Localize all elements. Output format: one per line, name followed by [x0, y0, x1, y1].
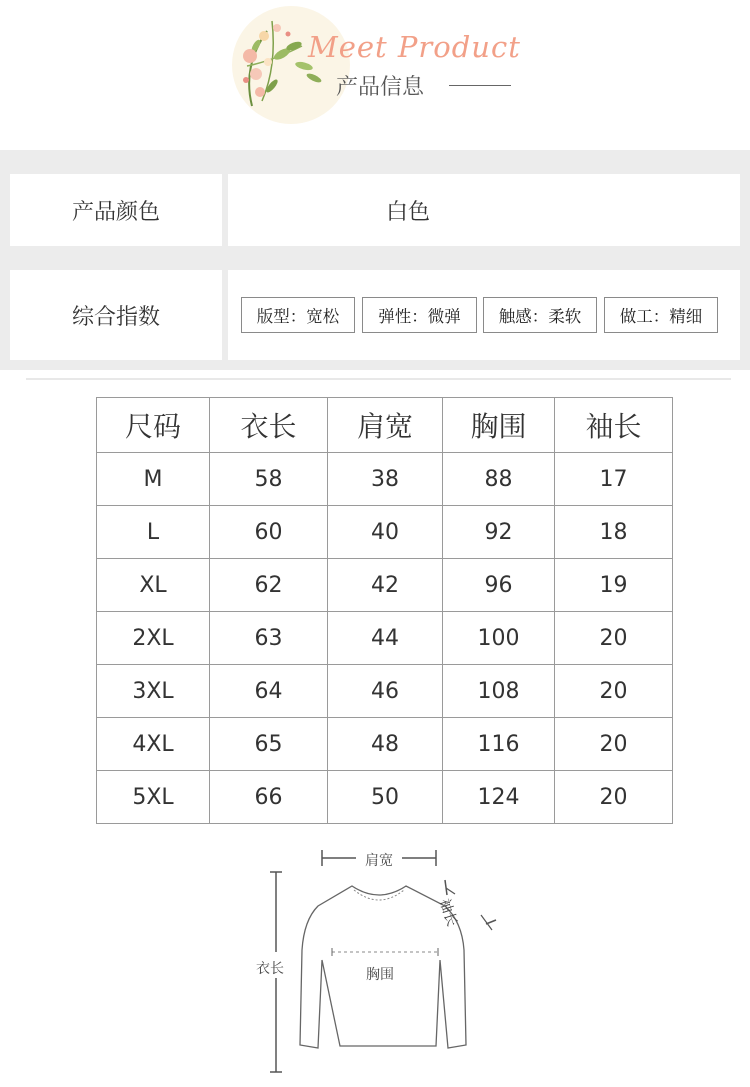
length-cell: 58: [210, 453, 328, 506]
header-title-cn: 产品信息: [336, 75, 425, 100]
length-cell: 63: [210, 612, 328, 665]
color-label: 产品颜色: [71, 199, 160, 225]
header-title-en: Meet Product: [308, 30, 521, 64]
size-cell: 5XL: [97, 771, 210, 824]
size-cell: 2XL: [97, 612, 210, 665]
sleeve-cell: 17: [555, 453, 673, 506]
sleeve-cell: 20: [555, 771, 673, 824]
size-table: [96, 397, 673, 824]
table-row: [97, 771, 673, 824]
table-row: [97, 612, 673, 665]
chest-label: 胸围: [366, 967, 394, 983]
shoulder-cell: 48: [328, 718, 443, 771]
sleeve-cell: 20: [555, 665, 673, 718]
length-cell: 60: [210, 506, 328, 559]
length-cell: 62: [210, 559, 328, 612]
shoulder-cell: 40: [328, 506, 443, 559]
table-row: [97, 453, 673, 506]
color-value: 白色: [386, 199, 431, 225]
sleeve-cell: 20: [555, 718, 673, 771]
shoulder-cell: 42: [328, 559, 443, 612]
shoulder-cell: 44: [328, 612, 443, 665]
length-cell: 66: [210, 771, 328, 824]
tag-fit: 版型：宽松: [241, 297, 355, 333]
index-label-cell: [10, 270, 222, 360]
chest-cell: 108: [443, 665, 555, 718]
length-cell: 64: [210, 665, 328, 718]
section-separator: [26, 378, 731, 380]
length-cell: 65: [210, 718, 328, 771]
floral-wreath-decoration: [232, 6, 350, 124]
header-sleeve: 袖长: [555, 398, 673, 453]
table-row: [97, 559, 673, 612]
size-table-header-row: [97, 398, 673, 453]
length-label: 衣长: [256, 961, 284, 977]
sleeve-cell: 19: [555, 559, 673, 612]
shoulder-cell: 50: [328, 771, 443, 824]
table-row: [97, 718, 673, 771]
size-cell: M: [97, 453, 210, 506]
header-chest: 胸围: [443, 398, 555, 453]
tag-touch: 触感：柔软: [483, 297, 597, 333]
tag-workmanship: 做工：精细: [604, 297, 718, 333]
size-cell: 3XL: [97, 665, 210, 718]
shoulder-cell: 38: [328, 453, 443, 506]
chest-cell: 96: [443, 559, 555, 612]
header-size: 尺码: [97, 398, 210, 453]
chest-cell: 92: [443, 506, 555, 559]
sleeve-cell: 20: [555, 612, 673, 665]
product-info-header: [0, 0, 750, 150]
tag-elasticity: 弹性：微弹: [362, 297, 477, 333]
sleeve-label: 袖长: [435, 896, 460, 929]
sleeve-cell: 18: [555, 506, 673, 559]
measurement-diagram: [240, 840, 510, 1083]
header-shoulder: 肩宽: [328, 398, 443, 453]
shoulder-label: 肩宽: [365, 853, 393, 869]
color-value-cell: [228, 174, 740, 246]
header-length: 衣长: [210, 398, 328, 453]
shoulder-cell: 46: [328, 665, 443, 718]
chest-cell: 124: [443, 771, 555, 824]
index-label: 综合指数: [71, 304, 160, 330]
header-divider: [449, 85, 511, 86]
size-cell: L: [97, 506, 210, 559]
chest-cell: 116: [443, 718, 555, 771]
table-row: [97, 506, 673, 559]
size-cell: XL: [97, 559, 210, 612]
size-cell: 4XL: [97, 718, 210, 771]
color-label-cell: [10, 174, 222, 246]
chest-cell: 100: [443, 612, 555, 665]
chest-cell: 88: [443, 453, 555, 506]
table-row: [97, 665, 673, 718]
